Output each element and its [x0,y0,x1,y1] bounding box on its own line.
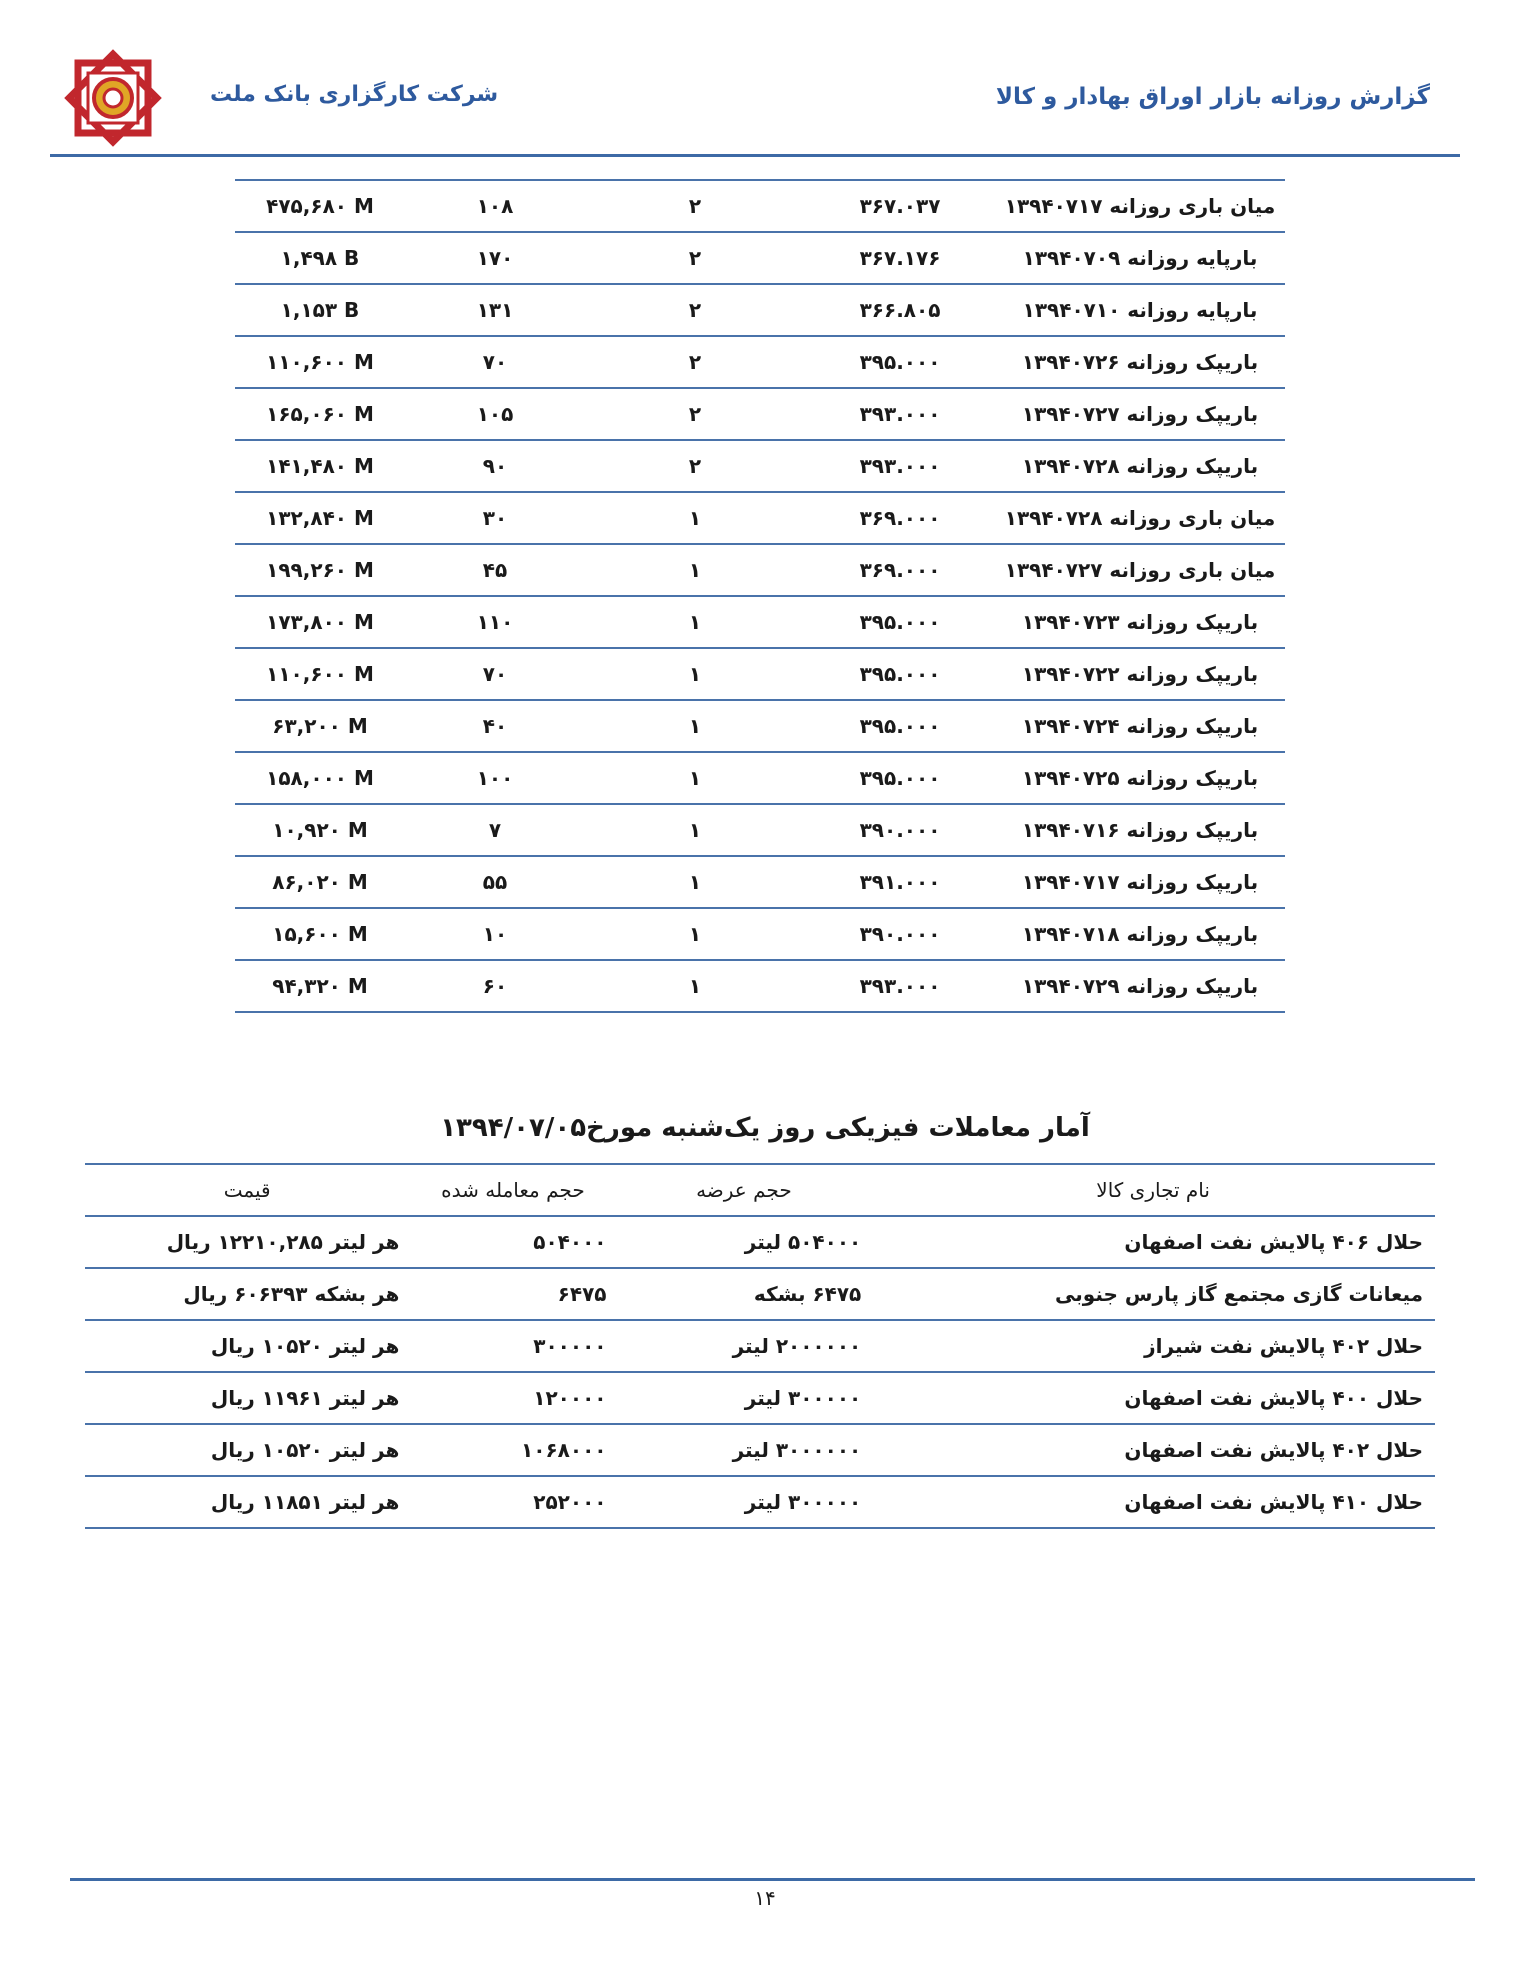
physical-trades-title: آمار معاملات فیزیکی روز یک‌شنبه مورخ۱۳۹۴/۰۷/۰۵ [440,1113,1090,1143]
cell-commodity-name: حلال ۴۰۰ پالایش نفت اصفهان [871,1372,1435,1424]
table-header-row [85,1164,1435,1216]
header-traded-volume: حجم معامله شده [409,1164,616,1216]
cell-volume: ۴۵ [405,544,585,596]
table-row [235,752,1285,804]
table-row [235,284,1285,336]
cell-price: ۳۹۵.۰۰۰ [805,336,995,388]
cell-volume: ۱۰۰ [405,752,585,804]
cell-contract-name: بارپایه روزانه ۱۳۹۴۰۷۰۹ [995,232,1285,284]
cell-price: هر لیتر ۱۰۵۲۰ ریال [85,1424,409,1476]
table-row [235,388,1285,440]
cell-price: ۳۹۵.۰۰۰ [805,752,995,804]
cell-price: هر بشکه ۶۰۶۳۹۳ ریال [85,1268,409,1320]
cell-value: ۱۱۰,۶۰۰ M [235,648,405,700]
cell-contract-name: باریپک روزانه ۱۳۹۴۰۷۲۴ [995,700,1285,752]
table-row [85,1268,1435,1320]
table-row [85,1372,1435,1424]
header-commodity-name: نام تجاری کالا [871,1164,1435,1216]
table-row [235,232,1285,284]
cell-contract-name: باریپک روزانه ۱۳۹۴۰۷۲۳ [995,596,1285,648]
cell-contract-name: باریپک روزانه ۱۳۹۴۰۷۲۵ [995,752,1285,804]
cell-supply-volume: ۳۰۰۰۰۰ لیتر [616,1372,871,1424]
cell-count: ۱ [585,700,805,752]
cell-contract-name: باریپک روزانه ۱۳۹۴۰۷۲۶ [995,336,1285,388]
cell-volume: ۱۱۰ [405,596,585,648]
cell-supply-volume: ۲۰۰۰۰۰۰ لیتر [616,1320,871,1372]
cell-count: ۱ [585,804,805,856]
cell-volume: ۱۰۵ [405,388,585,440]
cell-value: ۱۶۵,۰۶۰ M [235,388,405,440]
cell-contract-name: باریپک روزانه ۱۳۹۴۰۷۲۹ [995,960,1285,1012]
cell-value: ۱,۱۵۳ B [235,284,405,336]
table-row [85,1216,1435,1268]
cell-traded-volume: ۱۰۶۸۰۰۰ [409,1424,616,1476]
cell-price: هر لیتر ۱۰۵۲۰ ریال [85,1320,409,1372]
cell-value: ۱,۴۹۸ B [235,232,405,284]
cell-price: ۳۹۱.۰۰۰ [805,856,995,908]
cell-price: ۳۹۰.۰۰۰ [805,804,995,856]
cell-price: ۳۶۹.۰۰۰ [805,544,995,596]
cell-price: هر لیتر ۱۱۹۶۱ ریال [85,1372,409,1424]
cell-contract-name: میان باری روزانه ۱۳۹۴۰۷۲۸ [995,492,1285,544]
cell-value: ۹۴,۳۲۰ M [235,960,405,1012]
cell-value: ۱۵۸,۰۰۰ M [235,752,405,804]
cell-traded-volume: ۶۴۷۵ [409,1268,616,1320]
cell-count: ۱ [585,596,805,648]
cell-contract-name: باریپک روزانه ۱۳۹۴۰۷۱۷ [995,856,1285,908]
cell-count: ۱ [585,648,805,700]
table-row [235,336,1285,388]
cell-contract-name: باریپک روزانه ۱۳۹۴۰۷۲۸ [995,440,1285,492]
cell-count: ۱ [585,544,805,596]
cell-volume: ۱۰۸ [405,180,585,232]
footer-divider [70,1878,1475,1881]
cell-count: ۱ [585,856,805,908]
cell-count: ۱ [585,492,805,544]
table-row [85,1320,1435,1372]
page-header [50,40,1460,158]
cell-volume: ۶۰ [405,960,585,1012]
cell-price: ۳۹۰.۰۰۰ [805,908,995,960]
cell-volume: ۳۰ [405,492,585,544]
table-row [235,908,1285,960]
cell-contract-name: باریپک روزانه ۱۳۹۴۰۷۲۲ [995,648,1285,700]
cell-value: ۱۴۱,۴۸۰ M [235,440,405,492]
cell-supply-volume: ۳۰۰۰۰۰۰ لیتر [616,1424,871,1476]
cell-count: ۲ [585,180,805,232]
bank-mellat-logo-icon [60,45,166,151]
report-title: گزارش روزانه بازار اوراق بهادار و کالا [995,84,1430,110]
cell-commodity-name: حلال ۴۱۰ پالایش نفت اصفهان [871,1476,1435,1528]
cell-contract-name: باریپک روزانه ۱۳۹۴۰۷۲۷ [995,388,1285,440]
table-row [235,596,1285,648]
cell-commodity-name: حلال ۴۰۶ پالایش نفت اصفهان [871,1216,1435,1268]
header-price: قیمت [85,1164,409,1216]
cell-contract-name: میان باری روزانه ۱۳۹۴۰۷۱۷ [995,180,1285,232]
cell-contract-name: بارپایه روزانه ۱۳۹۴۰۷۱۰ [995,284,1285,336]
cell-supply-volume: ۳۰۰۰۰۰ لیتر [616,1476,871,1528]
cell-volume: ۱۳۱ [405,284,585,336]
header-divider [50,154,1460,157]
table-row [235,544,1285,596]
cell-volume: ۵۵ [405,856,585,908]
cell-traded-volume: ۵۰۴۰۰۰ [409,1216,616,1268]
page-number: ۱۴ [754,1886,776,1910]
daily-trades-table [235,179,1285,1013]
cell-value: ۱۱۰,۶۰۰ M [235,336,405,388]
cell-volume: ۷ [405,804,585,856]
table-row [235,856,1285,908]
cell-value: ۸۶,۰۲۰ M [235,856,405,908]
company-name: شرکت کارگزاری بانک ملت [210,82,499,107]
cell-traded-volume: ۳۰۰۰۰۰ [409,1320,616,1372]
cell-value: ۱۳۲,۸۴۰ M [235,492,405,544]
table-row [235,180,1285,232]
cell-contract-name: میان باری روزانه ۱۳۹۴۰۷۲۷ [995,544,1285,596]
cell-price: ۳۶۷.۰۳۷ [805,180,995,232]
cell-volume: ۹۰ [405,440,585,492]
cell-traded-volume: ۲۵۲۰۰۰ [409,1476,616,1528]
cell-commodity-name: حلال ۴۰۲ پالایش نفت شیراز [871,1320,1435,1372]
cell-price: هر لیتر ۱۲۲۱۰,۲۸۵ ریال [85,1216,409,1268]
cell-commodity-name: میعانات گازی مجتمع گاز پارس جنوبی [871,1268,1435,1320]
cell-price: ۳۶۹.۰۰۰ [805,492,995,544]
cell-count: ۱ [585,752,805,804]
cell-price: ۳۶۶.۸۰۵ [805,284,995,336]
cell-volume: ۷۰ [405,648,585,700]
cell-value: ۶۳,۲۰۰ M [235,700,405,752]
table-row [235,492,1285,544]
table-row [235,804,1285,856]
cell-traded-volume: ۱۲۰۰۰۰ [409,1372,616,1424]
cell-count: ۲ [585,336,805,388]
cell-count: ۲ [585,232,805,284]
cell-supply-volume: ۵۰۴۰۰۰ لیتر [616,1216,871,1268]
cell-contract-name: باریپک روزانه ۱۳۹۴۰۷۱۶ [995,804,1285,856]
cell-price: ۳۹۵.۰۰۰ [805,596,995,648]
cell-supply-volume: ۶۴۷۵ بشکه [616,1268,871,1320]
cell-value: ۱۰,۹۲۰ M [235,804,405,856]
cell-value: ۴۷۵,۶۸۰ M [235,180,405,232]
cell-volume: ۷۰ [405,336,585,388]
cell-value: ۱۹۹,۲۶۰ M [235,544,405,596]
cell-price: ۳۹۵.۰۰۰ [805,700,995,752]
table-row [85,1424,1435,1476]
cell-price: ۳۹۳.۰۰۰ [805,960,995,1012]
cell-price: ۳۹۳.۰۰۰ [805,388,995,440]
cell-count: ۲ [585,388,805,440]
cell-price: ۳۶۷.۱۷۶ [805,232,995,284]
table-row [235,700,1285,752]
cell-price: ۳۹۳.۰۰۰ [805,440,995,492]
table-row [85,1476,1435,1528]
cell-price: هر لیتر ۱۱۸۵۱ ریال [85,1476,409,1528]
cell-price: ۳۹۵.۰۰۰ [805,648,995,700]
cell-count: ۱ [585,960,805,1012]
cell-volume: ۱۷۰ [405,232,585,284]
physical-trades-table [85,1163,1435,1529]
table-row [235,960,1285,1012]
cell-volume: ۴۰ [405,700,585,752]
cell-count: ۱ [585,908,805,960]
cell-value: ۱۷۳,۸۰۰ M [235,596,405,648]
table-row [235,648,1285,700]
cell-count: ۲ [585,284,805,336]
cell-volume: ۱۰ [405,908,585,960]
cell-commodity-name: حلال ۴۰۲ پالایش نفت اصفهان [871,1424,1435,1476]
cell-value: ۱۵,۶۰۰ M [235,908,405,960]
header-supply-volume: حجم عرضه [616,1164,871,1216]
table-row [235,440,1285,492]
cell-contract-name: باریپک روزانه ۱۳۹۴۰۷۱۸ [995,908,1285,960]
cell-count: ۲ [585,440,805,492]
